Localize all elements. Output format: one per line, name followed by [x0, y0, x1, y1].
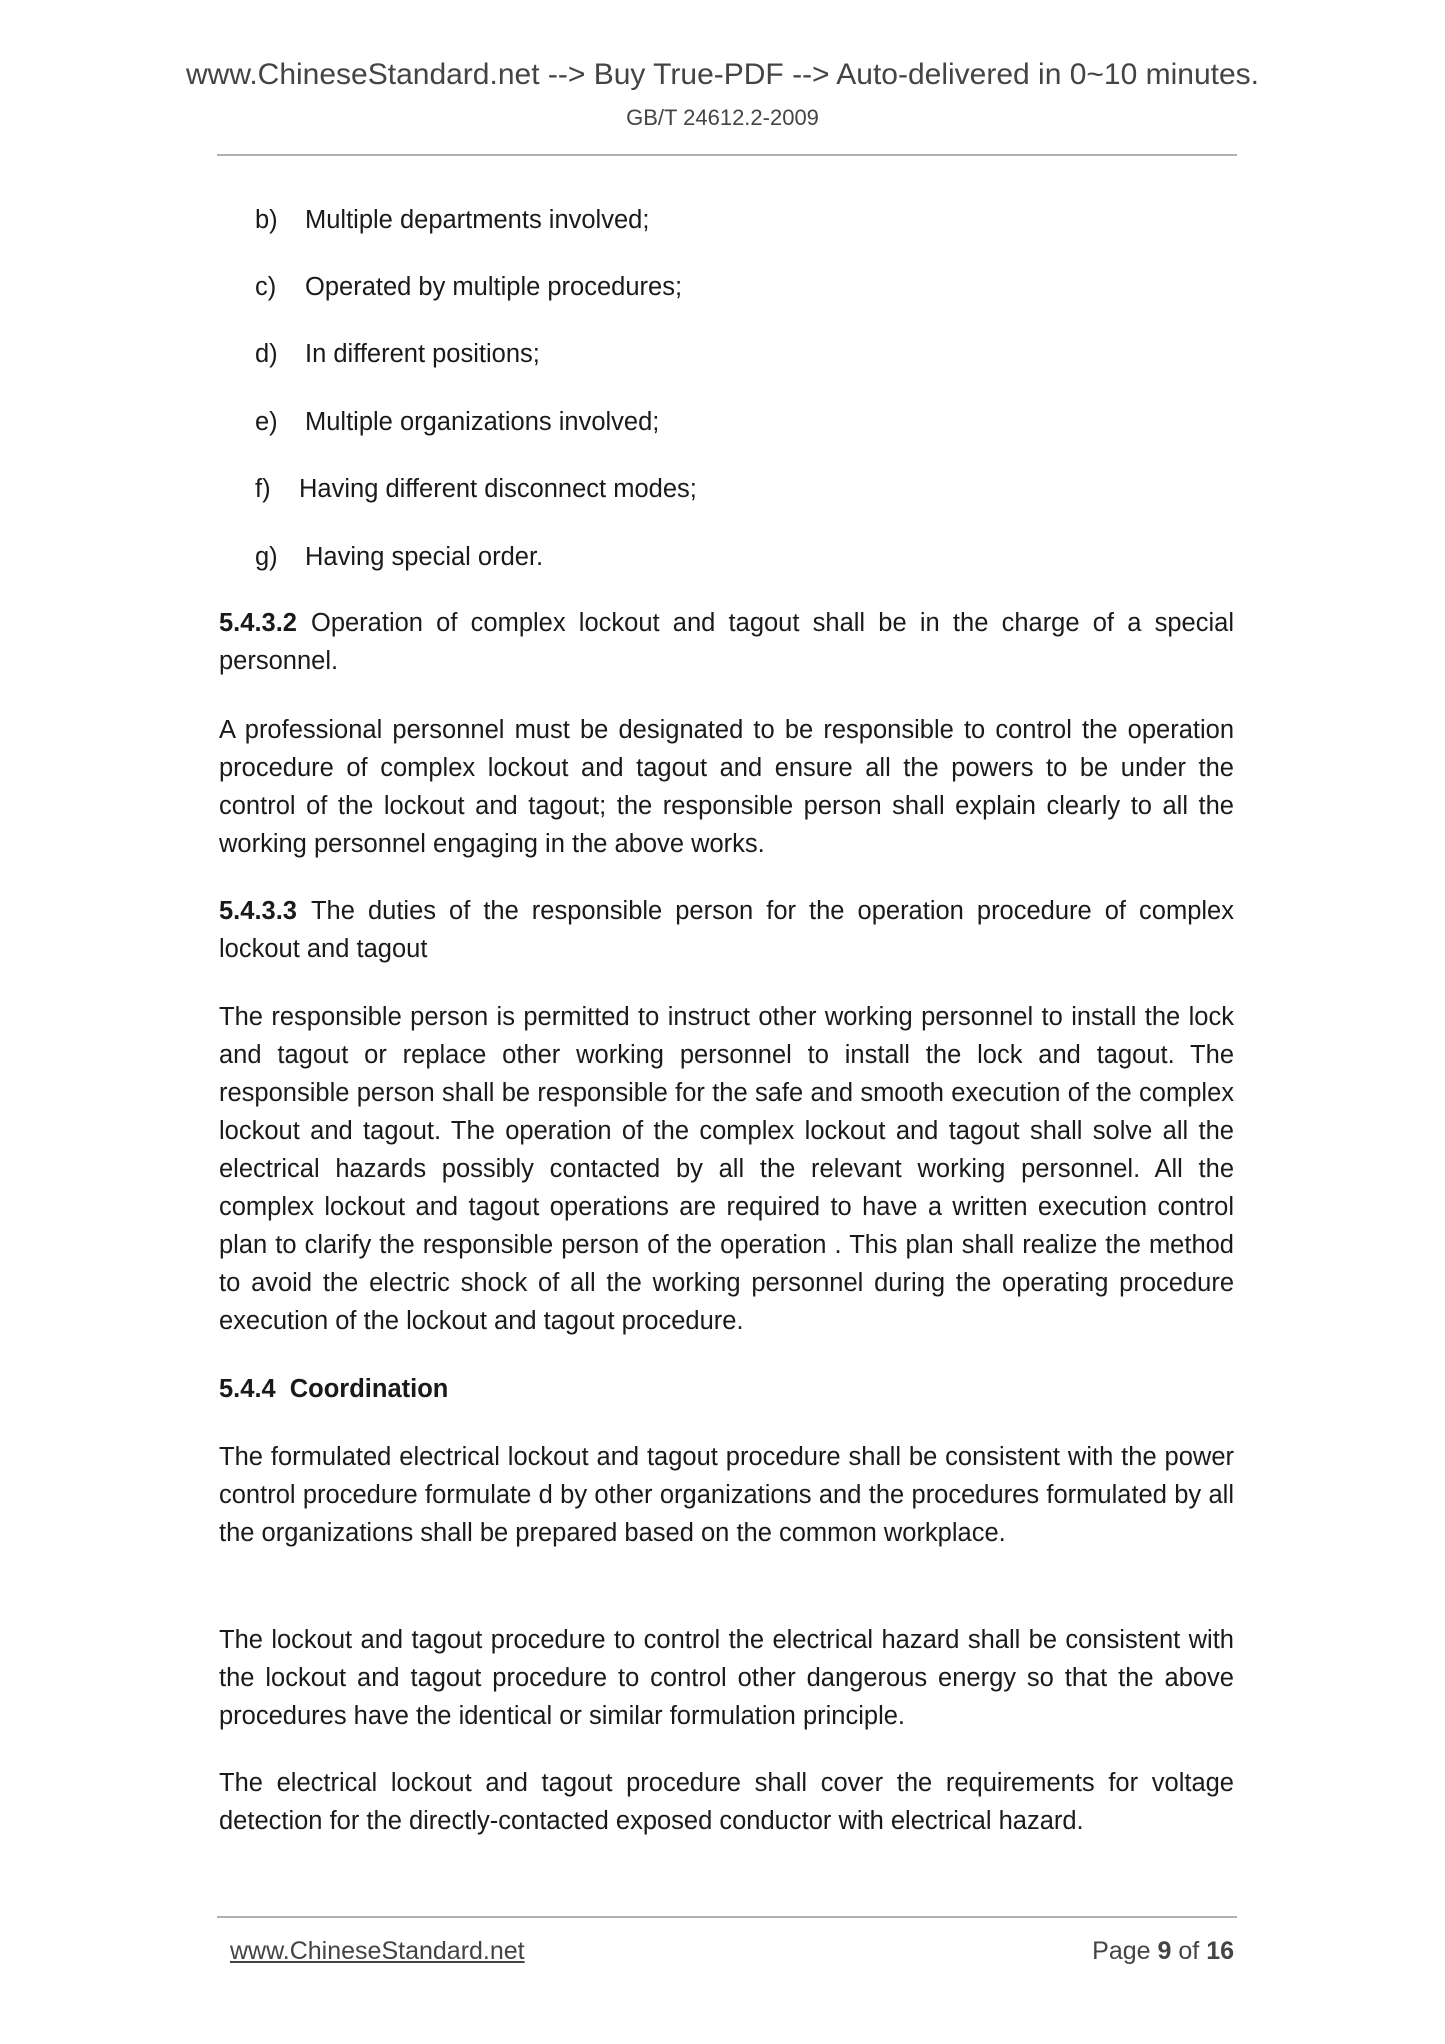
paragraph: The formulated electrical lockout and tagout procedure shall be consistent with the power control procedure formulate d by other organizations and the procedures formulated by all the organizations shall be prepared based on the common workplace.	[219, 1443, 1234, 1547]
header-divider	[217, 154, 1237, 156]
list-text: Having different disconnect modes;	[299, 475, 697, 503]
list-marker: d)	[255, 340, 278, 368]
list-marker: b)	[255, 206, 278, 234]
section-heading	[219, 1370, 1234, 1408]
paragraph: The electrical lockout and tagout procedure shall cover the requirements for voltage detection for the directly-contacted exposed conductor with electrical hazard.	[219, 1769, 1234, 1835]
list-text: Multiple departments involved;	[305, 206, 650, 234]
clause-5-4-3-2	[219, 604, 1234, 680]
clause-text: The duties of the responsible person for the operation procedure of complex lockout and tagout	[219, 897, 1234, 963]
paragraph: A professional personnel must be designated to be responsible to control the operation procedure of complex lockout and tagout and ensure all the powers to be under the control of the lockout and tagout; the responsible person shall explain clearly to all the working personnel engaging in the above works.	[219, 716, 1234, 858]
list-item	[255, 407, 659, 437]
list-item	[255, 542, 543, 572]
list-marker: e)	[255, 408, 278, 436]
list-marker: f)	[255, 475, 271, 503]
footer-divider	[217, 1916, 1237, 1918]
header-banner: www.ChineseStandard.net --> Buy True-PDF --> Auto-delivered in 0~10 minutes.	[185, 58, 1260, 91]
list-marker: c)	[255, 273, 277, 301]
of-label: of	[1178, 1937, 1200, 1965]
clause-number: 5.4.3.2	[219, 609, 297, 637]
footer-website-link[interactable]: www.ChineseStandard.net	[230, 1937, 525, 1965]
paragraph: The responsible person is permitted to instruct other working personnel to install the lock and tagout or replace other working personnel to install the lock and tagout. The responsible person shall be responsible for the safe and smooth execution of the complex lockout and tagout. The operation of the complex lockout and tagout shall solve all the electrical hazards possibly contacted by all the relevant working personnel. All the complex lockout and tagout operations are required to have a written execution control plan to clarify the responsible person of the operation . This plan shall realize the method to avoid the electric shock of all the working personnel during the operating procedure execution of the lockout and tagout procedure.	[219, 1003, 1234, 1335]
paragraph: The lockout and tagout procedure to control the electrical hazard shall be consistent with the lockout and tagout procedure to control other dangerous energy so that the above procedures have the identical or similar formulation principle.	[219, 1626, 1234, 1730]
section-number: 5.4.4	[219, 1375, 276, 1403]
list-text: Operated by multiple procedures;	[305, 273, 683, 301]
list-item	[255, 205, 649, 235]
clause-number: 5.4.3.3	[219, 897, 297, 925]
list-text: Multiple organizations involved;	[305, 408, 660, 436]
document-id: GB/T 24612.2-2009	[626, 105, 819, 130]
total-pages: 16	[1206, 1937, 1234, 1965]
list-marker: g)	[255, 543, 278, 571]
page-number	[1092, 1937, 1234, 1966]
page-label: Page	[1092, 1937, 1151, 1965]
list-item	[255, 474, 697, 504]
clause-text: Operation of complex lockout and tagout shall be in the charge of a special personnel.	[219, 609, 1234, 675]
list-item	[255, 339, 540, 369]
list-text: Having special order.	[305, 543, 544, 571]
section-title: Coordination	[289, 1375, 449, 1403]
clause-5-4-3-3	[219, 892, 1234, 968]
current-page: 9	[1157, 1937, 1172, 1965]
list-item	[255, 272, 682, 302]
list-text: In different positions;	[305, 340, 540, 368]
